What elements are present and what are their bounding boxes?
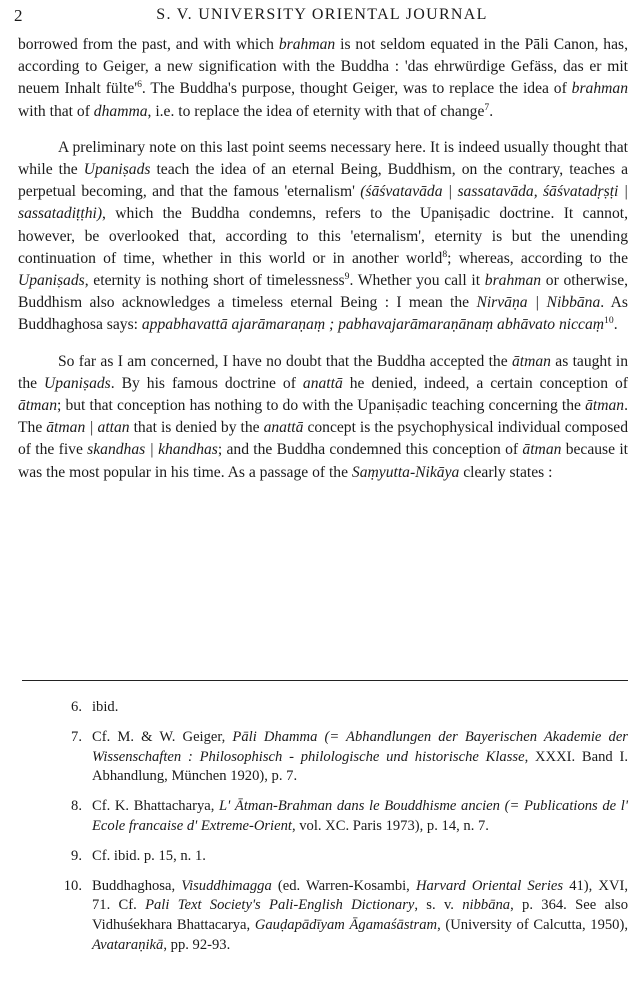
italic-term: L' Ātman-Brahman dans le Bouddhisme ancien (= Publications de l' Ecole francaise d' Extreme-Orient	[92, 798, 628, 834]
text-run: Cf. M. & W. Geiger,	[92, 728, 233, 745]
text-run: is not seldom equated in the Pāli Canon, has, according to Geiger, a new signification with the Buddha : 'das ehrwürdige Gefäss, das er mit neuem Inhalt fülte'	[18, 36, 628, 98]
text-run: that is denied by the	[129, 419, 264, 437]
italic-term: ātman	[522, 441, 562, 459]
footnote-number: 6.	[71, 699, 82, 715]
text-run: clearly states :	[459, 463, 553, 481]
italic-term: Visuddhimagga	[181, 877, 272, 894]
footnote	[50, 877, 628, 956]
paragraph	[18, 351, 628, 484]
text-run: , (University of Calcutta, 1950),	[437, 917, 628, 934]
footnote-divider	[22, 680, 628, 681]
footnote-text	[92, 797, 628, 837]
italic-term: Upaniṣads	[83, 161, 151, 179]
text-run: (ed. Warren-Kosambi,	[271, 877, 416, 894]
paragraph	[18, 137, 628, 337]
text-run: 41), XVI, 71. Cf.	[92, 877, 629, 914]
text-run: , XXXI. Band I. Abhandlung, München 1920), p. 7.	[92, 748, 628, 785]
text-run: teach the idea of an eternal Being, Buddhism, on the contrary, teaches a perpetual becoming, and that the famous 'eternalism'	[18, 161, 629, 201]
text-run: ; and the Buddha condemned this conception of	[217, 441, 523, 459]
text-run: ; whereas, according to the	[447, 249, 628, 267]
text-run: , pp. 92-93.	[163, 936, 231, 953]
italic-term: ātman	[585, 397, 625, 415]
footnote-text	[92, 698, 628, 718]
text-run: .	[489, 102, 494, 120]
italic-term: Saṃyutta-Nikāya	[351, 463, 460, 481]
text-run: , s. v.	[414, 897, 463, 914]
footnote-number: 10.	[63, 877, 82, 894]
text-run: or otherwise, Buddhism also acknowledges a timeless eternal Being : I mean the	[18, 272, 629, 312]
italic-term: Nirvāṇa | Nibbāna	[476, 294, 601, 312]
italic-term: Upaniṣads	[18, 272, 85, 290]
text-run: , p. 364. See also Vidhuśekhara Bhattacarya,	[92, 897, 629, 934]
italic-term: anattā	[302, 374, 343, 392]
footnote-text	[92, 877, 628, 956]
footnote-text	[92, 847, 628, 867]
text-run: ibid.	[92, 699, 119, 715]
text-run: because it was the most popular in his time. As a passage of the	[18, 441, 629, 481]
italic-term: Harvard Oriental Series	[415, 877, 564, 894]
text-run: , vol. XC. Paris 1973), p. 14, n. 7.	[291, 817, 489, 834]
italic-term: Avataraṇikā	[92, 936, 164, 953]
journal-title: S. V. UNIVERSITY ORIENTAL JOURNAL	[156, 6, 488, 23]
italic-term: Gauḍapādīyam Āgamaśāstram	[254, 917, 438, 934]
text-run: borrowed from the past, and with which	[18, 36, 279, 53]
italic-term: appabhavattā ajarāmaraṇaṃ ; pabhavajarāmaraṇānaṃ abhāvato niccaṃ	[141, 316, 605, 334]
page-number: 2	[14, 6, 23, 25]
footnote-number: 7.	[71, 728, 82, 745]
footnote-ref: 9	[344, 270, 350, 282]
italic-term: ātman	[511, 352, 551, 370]
italic-term: nibbāna	[462, 897, 511, 914]
italic-term: dhamma	[93, 102, 148, 120]
text-run: . The Buddha's purpose, thought Geiger, was to replace the idea of	[141, 80, 572, 98]
text-run: So far as I am concerned, I have no doubt that the Buddha accepted the	[58, 352, 512, 370]
italic-term: brahman	[278, 36, 336, 53]
text-run: . As Buddhaghosa says:	[18, 294, 628, 334]
footnote-number: 8.	[71, 798, 82, 815]
footnotes	[50, 688, 628, 956]
text-run: , i.e. to replace the idea of eternity with that of change	[147, 102, 485, 120]
italic-term: anattā	[263, 419, 304, 437]
italic-term: ātman	[18, 397, 57, 415]
text-run: ; but that conception has nothing to do with the Upaniṣadic teaching concerning the	[56, 397, 586, 415]
text-run: he denied, indeed, a certain conception of	[342, 374, 628, 392]
footnote-ref: 6	[137, 79, 142, 91]
footnote	[50, 797, 628, 837]
footnote-ref: 8	[442, 248, 448, 260]
footnote	[50, 847, 628, 867]
text-run: Cf. ibid. p. 15, n. 1.	[92, 847, 206, 864]
text-run: . By his famous doctrine of	[110, 374, 303, 392]
body-text	[18, 34, 628, 484]
text-run: Buddhaghosa,	[92, 877, 182, 894]
italic-term: skandhas | khandhas	[87, 441, 218, 459]
text-run: .	[613, 316, 618, 334]
italic-term: (śāśvatavāda | sassatavāda, śāśvatadṛṣṭi | sassatadiṭṭhi)	[18, 183, 628, 223]
text-run: A preliminary note on this last point seems necessary here. It is indeed usually thought that while the	[18, 138, 628, 179]
paragraph	[18, 34, 628, 123]
footnote-ref: 7	[484, 101, 490, 113]
footnote	[50, 698, 628, 718]
text-run: . Whether you call it	[349, 272, 485, 290]
footnote-ref: 10	[604, 315, 614, 327]
text-run: Cf. K. Bhattacharya,	[92, 798, 220, 815]
text-run: concept is the psychophysical individual composed of the five	[18, 419, 628, 459]
italic-term: Pali Text Society's Pali-English Dictionary	[145, 897, 415, 914]
italic-term: brahman	[571, 80, 628, 98]
page-header	[14, 6, 630, 30]
italic-term: Pāli Dhamma (= Abhandlungen der Bayerischen Akademie der Wissenschaften : Philosophisch - philologische und historische Klasse	[92, 728, 628, 765]
footnote-number: 9.	[71, 847, 82, 864]
text-run: as taught in the	[18, 352, 628, 392]
italic-term: brahman	[484, 272, 542, 290]
text-run: , which the Buddha condemns, refers to the Upaniṣadic doctrine. It cannot, however, be overlooked that, according to this 'eternalism', eternity is but the unending continuation of time, whether in this world or in another world	[18, 205, 628, 267]
text-run: . The	[18, 397, 628, 437]
italic-term: ātman | attan	[46, 419, 130, 437]
footnote	[50, 728, 628, 787]
italic-term: Upaniṣads	[44, 374, 111, 392]
text-run: with that of	[18, 102, 94, 120]
text-run: , eternity is nothing short of timelessness	[84, 272, 345, 290]
footnote-text	[92, 728, 628, 787]
